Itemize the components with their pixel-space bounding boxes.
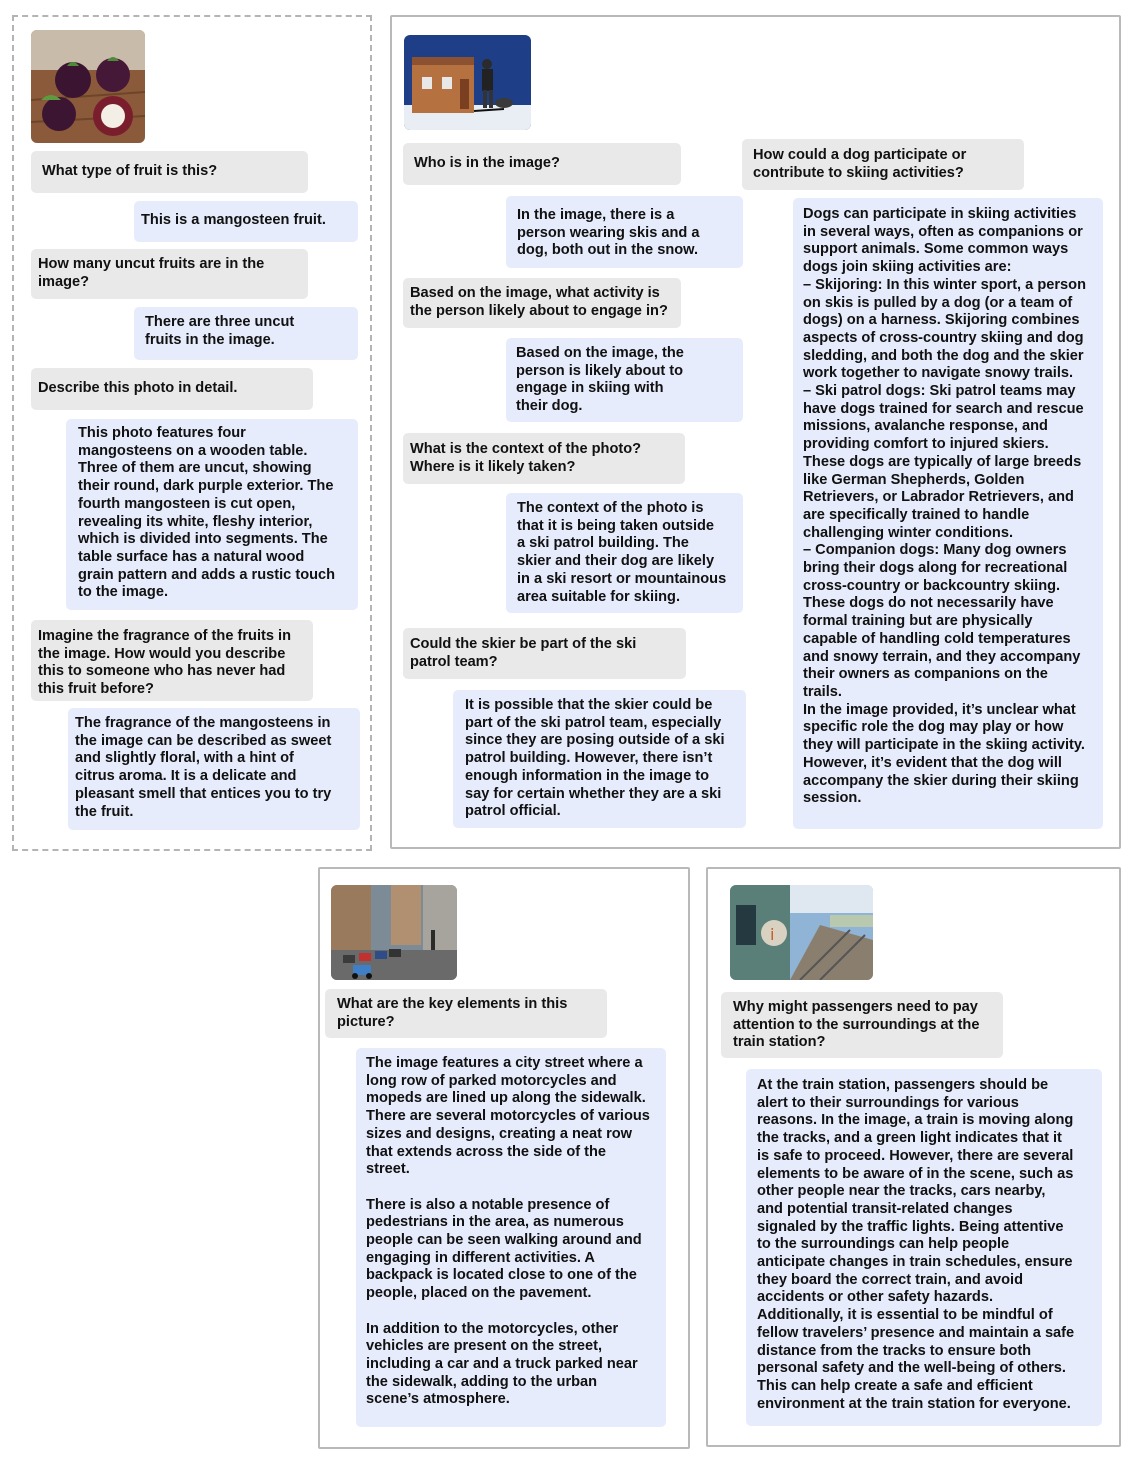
mangosteen-photo: [31, 30, 145, 143]
ski-question-4: Could the skier be part of the ski patrol team?: [403, 628, 686, 679]
fruit-question-2: How many uncut fruits are in the image?: [31, 249, 308, 299]
ski-question-2: Based on the image, what activity is the person likely about to engage in?: [403, 278, 681, 328]
ski-question-3: What is the context of the photo? Where is it likely taken?: [403, 433, 685, 484]
ski-answer-5: Dogs can participate in skiing activities in several ways, often as companions or support animals. Some common ways dogs join skiing activities are: – Skijoring: In this winter sport, a person on skis is pulled by a dog (or a team of dogs) on a harness. Skijoring combines aspects of cross-country skiing and dog sledding, and both the dog and the skier work together to navigate snowy trails. – Ski patrol dogs: Ski patrol teams may have dogs trained for search and rescue missions, avalanche response, and providing comfort to injured skiers. These dogs are typically of large breeds like German Shepherds, Golden Retrievers, or Labrador Retrievers, and are specifically trained to handle challenging winter conditions. – Companion dogs: Many dog owners bring their dogs along for recreational cross-country or backcountry skiing. These dogs do not necessarily have formal training but are physically capable of handling cold temperatures and snowy terrain, and they accompany their owners as companions on the trails. In the image provided, it’s unclear what specific role the dog may play or how they will participate in the skiing activity. However, it’s evident that the dog will accompany the skier during their skiing session.: [793, 198, 1103, 829]
street-motorcycles-image: [331, 885, 457, 980]
street-question-1: What are the key elements in this picture?: [325, 989, 607, 1038]
fruit-question-3: Describe this photo in detail.: [31, 368, 313, 410]
train-station-image: [730, 885, 873, 980]
ski-question-5: How could a dog participate or contribute to skiing activities?: [742, 139, 1024, 190]
ski-answer-1: In the image, there is a person wearing skis and a dog, both out in the snow.: [506, 196, 743, 268]
ski-answer-4: It is possible that the skier could be part of the ski patrol team, especially since they are posing outside of a ski patrol building. However, there isn’t enough information in the image to say for certain whether they are a ski patrol official.: [453, 690, 746, 828]
ski-answer-2: Based on the image, the person is likely about to engage in skiing with their dog.: [506, 338, 743, 422]
train-photo: [730, 885, 873, 980]
svg-text:i: i: [770, 925, 775, 944]
mangosteen-image: [31, 30, 145, 143]
ski-photo: [404, 35, 531, 130]
ski-patrol-image: [404, 35, 531, 130]
ski-question-1: Who is in the image?: [403, 143, 681, 185]
street-photo: [331, 885, 457, 980]
ski-answer-3: The context of the photo is that it is being taken outside a ski patrol building. The skier and their dog are likely in a ski resort or mountainous area suitable for skiing.: [506, 493, 743, 613]
fruit-question-4: Imagine the fragrance of the fruits in the image. How would you describe this to someone who has never had this fruit before?: [31, 620, 313, 701]
fruit-answer-1: This is a mangosteen fruit.: [134, 201, 358, 242]
fruit-question-1: What type of fruit is this?: [31, 151, 308, 193]
street-answer-1: The image features a city street where a long row of parked motorcycles and mopeds are lined up along the sidewalk. There are several motorcycles of various sizes and designs, creating a neat row that extends across the side of the street. There is also a notable presence of pedestrians in the area, as numerous people can be seen walking around and engaging in different activities. A backpack is located close to one of the people, placed on the pavement. In addition to the motorcycles, other vehicles are present on the street, including a car and a truck parked near the sidewalk, adding to the urban scene’s atmosphere.: [356, 1048, 666, 1427]
train-answer-1: At the train station, passengers should be alert to their surroundings for various reasons. In the image, a train is moving along the tracks, and a green light indicates that it is safe to proceed. However, there are several elements to be aware of in the scene, such as other people near the tracks, cars nearby, and potential transit-related changes signaled by the traffic lights. Being attentive to the surroundings can help people anticipate changes in train schedules, ensure they board the correct train, and avoid accidents or other safety hazards. Additionally, it is essential to be mindful of fellow travelers’ presence and maintain a safe distance from the tracks to ensure both personal safety and the well-being of others. This can help create a safe and efficient environment at the train station for everyone.: [746, 1069, 1102, 1426]
fruit-answer-4: The fragrance of the mangosteens in the image can be described as sweet and slightly floral, with a hint of citrus aroma. It is a delicate and pleasant smell that entices you to try the fruit.: [68, 708, 360, 830]
train-question-1: Why might passengers need to pay attention to the surroundings at the train station?: [721, 992, 1003, 1058]
fruit-answer-3: This photo features four mangosteens on a wooden table. Three of them are uncut, showing their round, dark purple exterior. The fourth mangosteen is cut open, revealing its white, fleshy interior, which is divided into segments. The table surface has a natural wood grain pattern and adds a rustic touch to the image.: [66, 419, 358, 610]
fruit-answer-2: There are three uncut fruits in the image.: [134, 307, 358, 360]
